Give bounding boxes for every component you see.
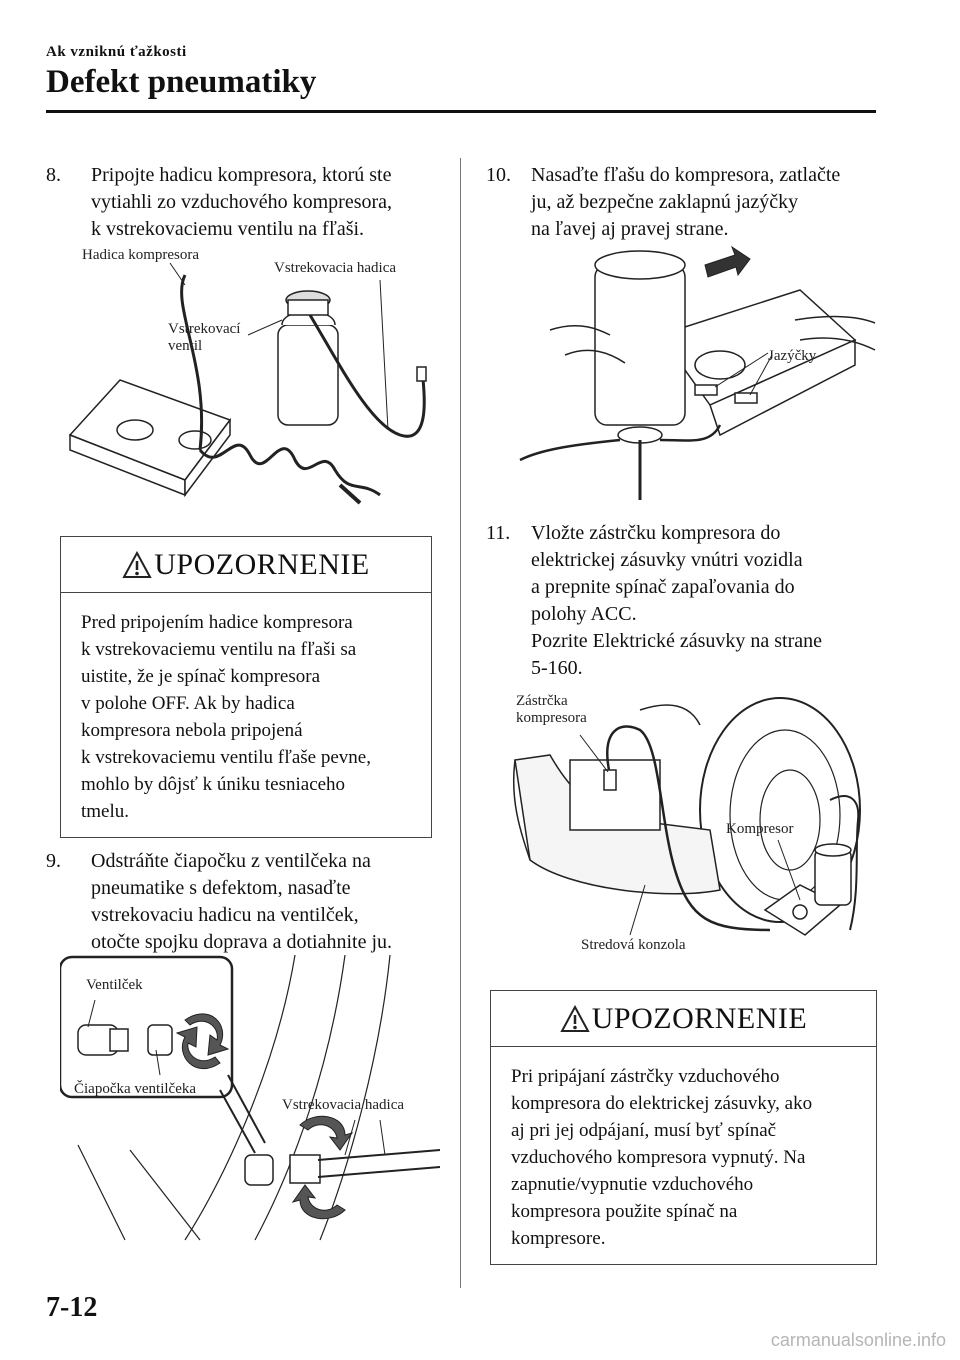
caution-box <box>490 990 877 1265</box>
callout-center-console: Stredová konzola <box>581 937 686 953</box>
watermark: carmanualsonline.info <box>770 1330 946 1350</box>
callout-injection-valve <box>168 321 240 355</box>
caution-line: aj pri jej odpájaní, musí byť spínač <box>511 1120 777 1141</box>
warning-triangle-icon <box>560 1005 590 1033</box>
step-number: 8. <box>46 164 61 186</box>
caution-line: kompresore. <box>511 1228 606 1249</box>
caution-line: mohlo by dôjsť k úniku tesniaceho <box>81 774 346 795</box>
section-label: Ak vzniknú ťažkosti <box>46 44 187 60</box>
column-separator <box>460 158 461 1288</box>
step-number: 9. <box>46 850 61 872</box>
page-title: Defekt pneumatiky <box>46 64 317 100</box>
step-line: a prepnite spínač zapaľovania do <box>531 576 795 598</box>
step-line: Pripojte hadicu kompresora, ktorú ste <box>91 164 392 186</box>
step-number: 10. <box>486 164 511 186</box>
caution-text <box>491 1047 876 1264</box>
caution-title: UPOZORNENIE <box>154 547 370 581</box>
caution-header <box>491 991 876 1047</box>
figure-bottle-insert <box>510 245 880 505</box>
caution-title: UPOZORNENIE <box>591 1001 808 1035</box>
step-11 <box>486 520 886 682</box>
step-line: Odstráňte čiapočku z ventilčeka na <box>91 850 371 872</box>
callout-line: kompresora <box>516 710 587 726</box>
caution-line: Pri pripájaní zástrčky vzduchového <box>511 1066 780 1087</box>
step-line: vytiahli zo vzduchového kompresora, <box>91 191 393 213</box>
warning-triangle-icon <box>122 551 152 579</box>
step-line: Vložte zástrčku kompresora do <box>531 522 781 544</box>
console-tire-illustration <box>510 690 880 960</box>
figure-compressor-bottle <box>60 245 445 510</box>
callout-line: ventil <box>168 338 203 354</box>
callout-valve-stem: Ventilček <box>86 977 143 993</box>
step-line: na ľavej aj pravej strane. <box>531 218 729 240</box>
callout-line: Vstrekovací <box>168 321 241 337</box>
caution-line: kompresora do elektrickej zásuvky, ako <box>511 1093 813 1114</box>
figure-console-tire <box>510 690 880 960</box>
bottle-insert-illustration <box>510 245 880 505</box>
step-line: ju, až bezpečne zaklapnú jazýčky <box>531 191 799 213</box>
callout-injection-hose: Vstrekovacia hadica <box>282 1097 405 1113</box>
callout-compressor: Kompresor <box>726 821 794 837</box>
step-line: vstrekovaciu hadicu na ventilček, <box>91 904 359 926</box>
step-8 <box>46 162 446 243</box>
compressor-bottle-illustration <box>60 245 445 510</box>
callout-valve-cap: Čiapočka ventilčeka <box>74 1081 197 1097</box>
step-9 <box>46 848 456 956</box>
step-line: Pozrite Elektrické zásuvky na strane <box>531 630 822 652</box>
caution-line: kompresora nebola pripojená <box>81 720 303 741</box>
step-line: pneumatike s defektom, nasaďte <box>91 877 351 899</box>
step-number: 11. <box>486 522 511 544</box>
step-10 <box>486 162 886 243</box>
figure-valve <box>60 955 450 1245</box>
callout-compressor-plug <box>516 693 587 727</box>
step-line: Nasaďte fľašu do kompresora, zatlačte <box>531 164 841 186</box>
callout-injection-hose: Vstrekovacia hadica <box>274 260 397 276</box>
caution-text <box>61 593 431 837</box>
step-line: otočte spojku doprava a dotiahnite ju. <box>91 931 393 953</box>
caution-line: vzduchového kompresora vypnutý. Na <box>511 1147 806 1168</box>
step-line: 5-160. <box>531 657 583 679</box>
page-number: 7-12 <box>46 1292 98 1323</box>
caution-header <box>61 537 431 593</box>
caution-line: kompresora použite spínač na <box>511 1201 738 1222</box>
callout-compressor-hose: Hadica kompresora <box>82 247 200 263</box>
step-line: polohy ACC. <box>531 603 637 625</box>
caution-line: k vstrekovaciemu ventilu fľaše pevne, <box>81 747 371 768</box>
step-line: k vstrekovaciemu ventilu na fľaši. <box>91 218 365 240</box>
caution-line: Pred pripojením hadice kompresora <box>81 612 353 633</box>
caution-line: k vstrekovaciemu ventilu na fľaši sa <box>81 639 357 660</box>
caution-box <box>60 536 432 838</box>
caution-line: tmelu. <box>81 801 130 822</box>
callout-line: Zástrčka <box>516 693 568 709</box>
callout-tabs: Jazýčky <box>768 348 817 364</box>
caution-line: zapnutie/vypnutie vzduchového <box>511 1174 754 1195</box>
title-rule <box>46 110 876 113</box>
caution-line: uistite, že je spínač kompresora <box>81 666 321 687</box>
step-line: elektrickej zásuvky vnútri vozidla <box>531 549 803 571</box>
caution-line: v polohe OFF. Ak by hadica <box>81 693 295 714</box>
